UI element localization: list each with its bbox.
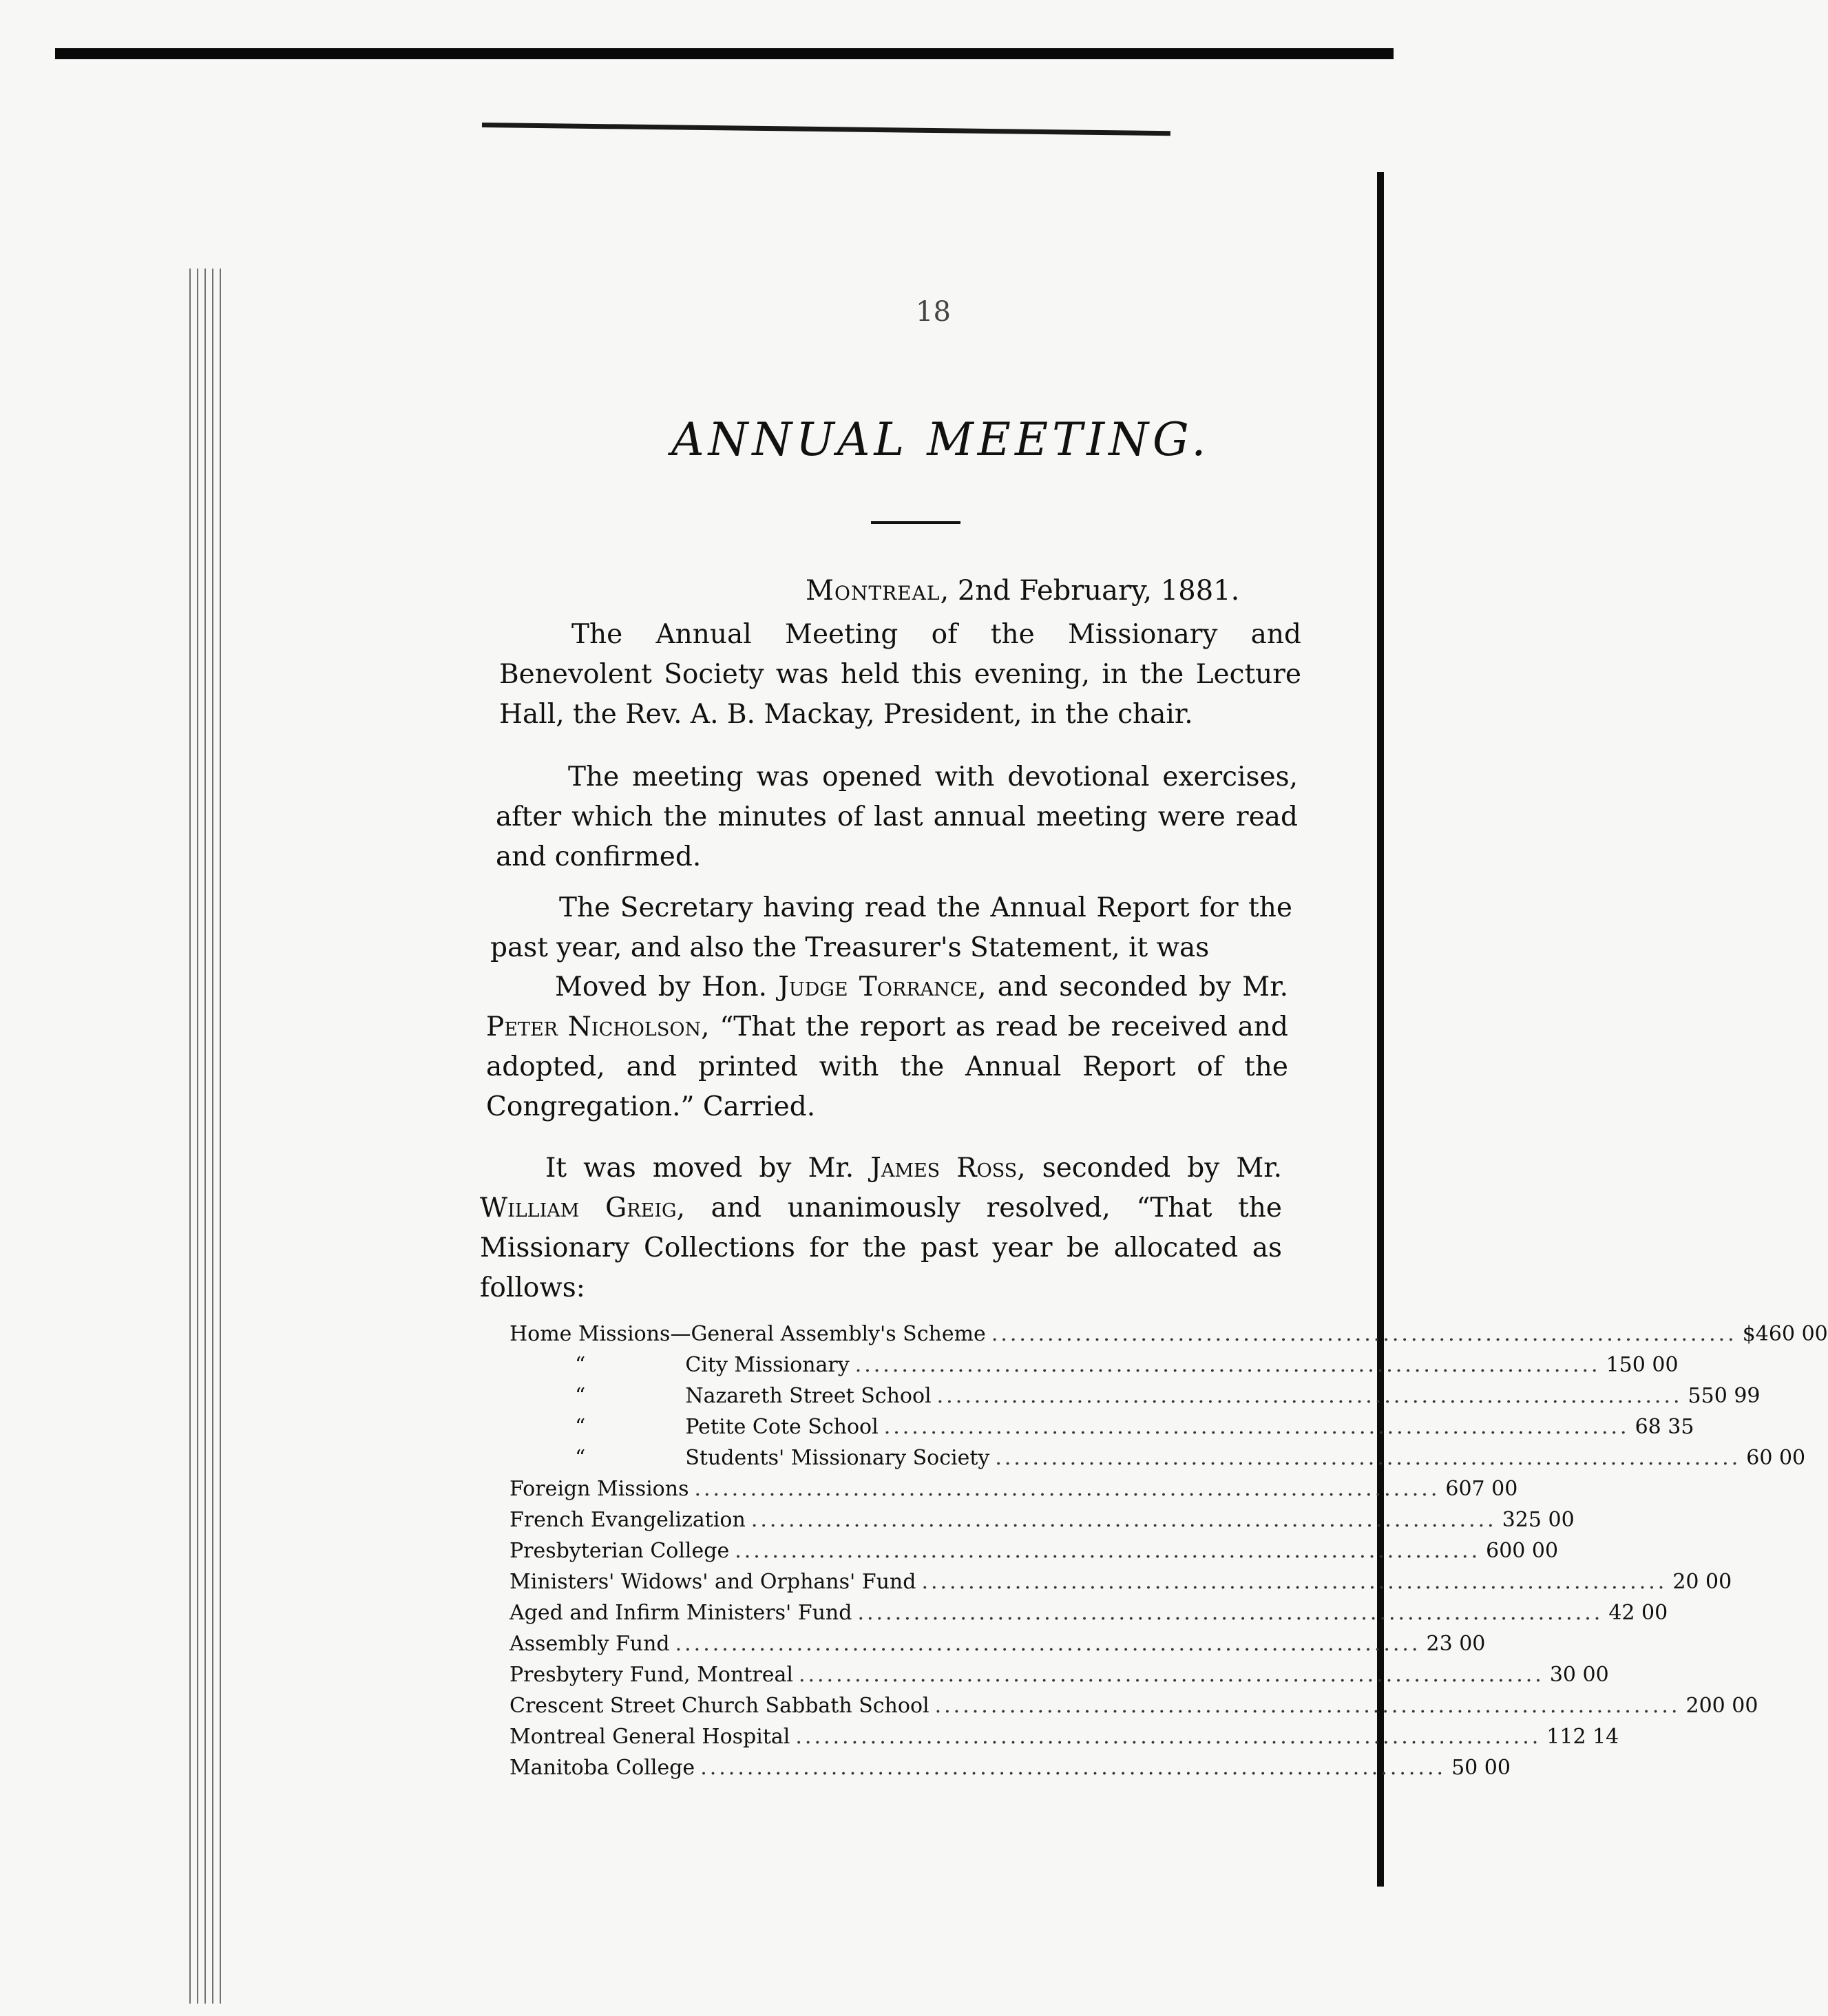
row-label: City Missionary: [685, 1353, 850, 1377]
allocation-table: [509, 1322, 1828, 1787]
row-label: Montreal General Hospital: [509, 1725, 790, 1749]
table-row: [509, 1570, 1732, 1601]
row-label: Ministers' Widows' and Orphans' Fund: [509, 1570, 916, 1594]
row-label: Petite Cote School: [685, 1415, 879, 1439]
motion2-text-a: It was moved by Mr.: [545, 1153, 871, 1184]
row-amount: 607 00: [1445, 1477, 1518, 1501]
row-amount: 30 00: [1549, 1663, 1609, 1687]
row-label: General Assembly's Scheme: [691, 1322, 986, 1346]
left-binding-lines: [186, 269, 227, 2004]
ditto-mark: “: [575, 1384, 586, 1408]
right-page-border: [1377, 172, 1384, 1887]
leader-dots: ................................................................................: [934, 1694, 1681, 1718]
leader-dots: ................................................................................: [857, 1601, 1604, 1625]
leader-dots: ................................................................................: [854, 1353, 1601, 1377]
ditto-mark: “: [575, 1446, 586, 1470]
row-amount: 42 00: [1608, 1601, 1668, 1625]
paragraph-secretary: The Secretary having read the Annual Report for the past year, and also the Treasurer's Statement, it was: [490, 892, 1292, 963]
table-row: [509, 1601, 1668, 1632]
row-label: Foreign Missions: [509, 1477, 689, 1501]
row-amount: 600 00: [1486, 1539, 1559, 1563]
leader-dots: ................................................................................: [883, 1415, 1630, 1439]
row-label: Crescent Street Church Sabbath School: [509, 1694, 929, 1718]
ditto-mark: “: [575, 1415, 586, 1439]
page-number: 18: [916, 296, 951, 328]
table-row: [509, 1725, 1619, 1756]
table-row: [509, 1756, 1511, 1787]
home-missions-label: Home Missions—: [509, 1322, 691, 1346]
leader-dots: ................................................................................: [700, 1756, 1447, 1780]
paragraph-motion-allocation: [480, 1148, 1282, 1308]
row-amount: 60 00: [1746, 1446, 1806, 1470]
mover-name: Judge Torrance: [778, 972, 978, 1002]
page-title: ANNUAL MEETING.: [671, 413, 1210, 466]
motion-text-a: Moved by Hon.: [555, 972, 779, 1002]
seconder-name: Peter Nicholson: [486, 1011, 702, 1042]
paragraph-meeting-held: The Annual Meeting of the Missionary and Benevolent Society was held this evening, in the Lecture Hall, the Rev. A. B. Mackay, President, in the chair.: [499, 619, 1301, 730]
row-label: French Evangelization: [509, 1508, 746, 1532]
row-label: Presbyterian College: [509, 1539, 730, 1563]
row-amount: 20 00: [1672, 1570, 1732, 1594]
table-row: [509, 1446, 1806, 1477]
leader-dots: ................................................................................: [936, 1384, 1683, 1408]
row-amount: 68 35: [1635, 1415, 1694, 1439]
row-label: Presbytery Fund, Montreal: [509, 1663, 793, 1687]
leader-dots: ................................................................................: [694, 1477, 1440, 1501]
table-row: [509, 1694, 1758, 1725]
row-amount: 23 00: [1426, 1632, 1486, 1656]
motion-text-b: , and seconded by Mr.: [978, 972, 1288, 1002]
dateline-city: Montreal: [806, 575, 941, 607]
leader-dots: ................................................................................: [798, 1663, 1544, 1687]
row-amount: 112 14: [1546, 1725, 1619, 1749]
row-label: Students' Missionary Society: [685, 1446, 990, 1470]
table-row: [509, 1415, 1694, 1446]
row-label: Nazareth Street School: [685, 1384, 932, 1408]
top-ink-stroke: [482, 123, 1170, 136]
seconder2-name: William Greig: [480, 1193, 677, 1224]
leader-dots: ................................................................................: [991, 1322, 1737, 1346]
leader-dots: ................................................................................: [995, 1446, 1741, 1470]
table-row: [509, 1508, 1575, 1539]
leader-dots: ................................................................................: [750, 1508, 1497, 1532]
leader-dots: ................................................................................: [795, 1725, 1542, 1749]
row-amount: 200 00: [1685, 1694, 1758, 1718]
table-row: [509, 1663, 1609, 1694]
title-rule: [871, 521, 960, 524]
table-row: [509, 1322, 1828, 1353]
paragraph-motion-report: [486, 967, 1288, 1127]
row-amount: 325 00: [1502, 1508, 1575, 1532]
ditto-mark: “: [575, 1353, 586, 1377]
dateline-date: , 2nd February, 1881.: [940, 575, 1240, 607]
row-amount: 50 00: [1451, 1756, 1511, 1780]
leader-dots: ................................................................................: [735, 1539, 1481, 1563]
motion2-text-c: , and unanimously resolved, “That the Missionary Collections for the past year be allocated as follows:: [480, 1193, 1283, 1303]
row-amount: 550 99: [1688, 1384, 1761, 1408]
table-row: [509, 1477, 1518, 1508]
row-amount: $460 00: [1742, 1322, 1828, 1346]
motion2-text-b: , seconded by Mr.: [1017, 1153, 1283, 1184]
row-label: Aged and Infirm Ministers' Fund: [509, 1601, 852, 1625]
table-row: [509, 1384, 1761, 1415]
table-row: [509, 1632, 1486, 1663]
row-label: Manitoba College: [509, 1756, 695, 1780]
leader-dots: ................................................................................: [675, 1632, 1421, 1656]
table-row: [509, 1539, 1559, 1570]
row-label: Assembly Fund: [509, 1632, 670, 1656]
motion-text-c: , “That the report as read be received and adopted, and printed with the Annual Report of the Congregation.” Carried.: [486, 1011, 1289, 1122]
paragraph-opening: The meeting was opened with devotional exercises, after which the minutes of last annual meeting were read and confirmed.: [496, 762, 1298, 872]
dateline: [806, 575, 1239, 607]
top-page-border: [55, 48, 1394, 59]
leader-dots: ................................................................................: [921, 1570, 1668, 1594]
mover2-name: James Ross: [870, 1153, 1018, 1184]
table-row: [509, 1353, 1679, 1384]
row-amount: 150 00: [1606, 1353, 1679, 1377]
